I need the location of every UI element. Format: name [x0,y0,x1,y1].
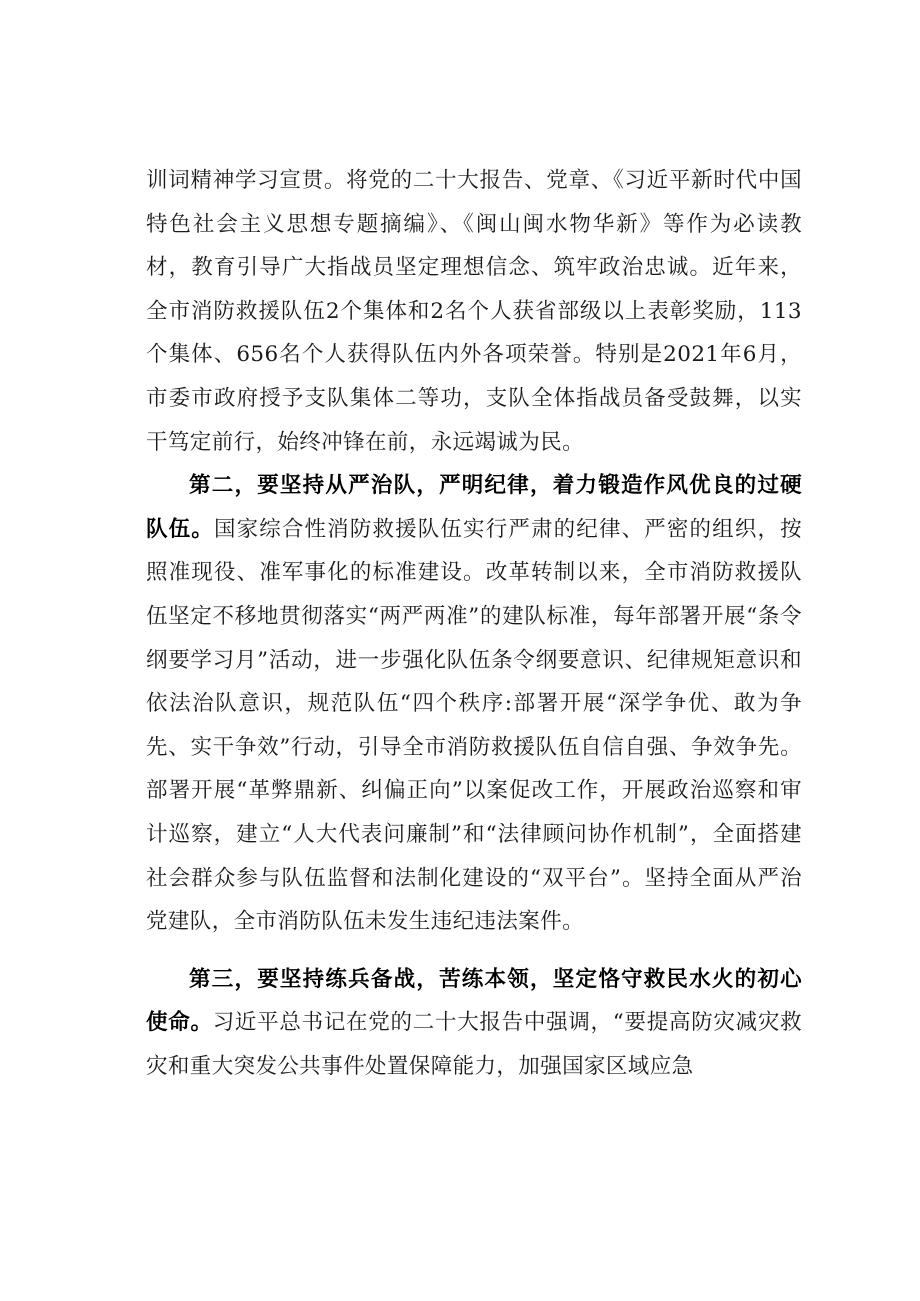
paragraph-1-text: 训词精神学习宣贯。将党的二十大报告、党章、《习近平新时代中国特色社会主义思想专题摘编》、《闽山闽水物华新》等作为必读教材，教育引导广大指战员坚定理想信念、筑牢政治忠诚。近年来，全市消防救援队伍2个集体和2名个人获省部级以上表彰奖励，113个集体、656名个人获得队伍内外各项荣誉。特别是2021年6月，市委市政府授予支队集体二等功，支队全体指战员备受鼓舞，以实干笃定前行，始终冲锋在前，永远竭诚为民。 [146,168,802,455]
paragraph-2 [146,464,802,944]
paragraph-1 [146,159,802,464]
paragraph-2-text: 国家综合性消防救援队伍实行严肃的纪律、严密的组织，按照准现役、准军事化的标准建设。改革转制以来，全市消防救援队伍坚定不移地贯彻落实“两严两准”的建队标准，每年部署开展“条令纲要学习月”活动，进一步强化队伍条令纲要意识、纪律规矩意识和依法治队意识，规范队伍“四个秩序:部署开展“深学争优、敢为争先、实干争效”行动，引导全市消防救援队伍自信自强、争效争先。部署开展“革弊鼎新、纠偏正向”以案促改工作，开展政治巡察和审计巡察，建立“人大代表问廉制”和“法律顾问协作机制”，全面搭建社会群众参与队伍监督和法制化建设的“双平台”。坚持全面从严治党建队，全市消防队伍未发生违纪违法案件。 [146,516,803,935]
paragraph-3-heading: 第三，要坚持练兵备战，苦练本领，坚定恪守救民水火的初心使命。 [146,966,802,1036]
paragraph-3-text: 习近平总书记在党的二十大报告中强调，“要提高防灾减灾救灾和重大突发公共事件处置保障能力，加强国家区域应急 [146,1010,802,1079]
paragraph-3 [146,958,802,1089]
paragraph-2-heading: 第二，要坚持从严治队，严明纪律，着力锻造作风优良的过硬队伍。 [146,473,802,542]
document-body [146,159,802,1088]
